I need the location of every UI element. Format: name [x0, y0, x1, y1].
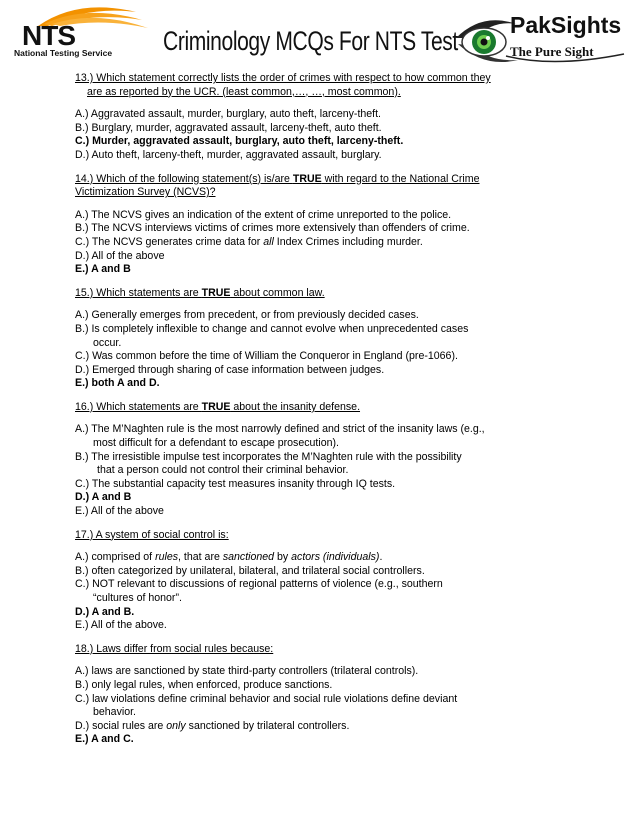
- question-16: [75, 401, 527, 519]
- options-list: [75, 209, 527, 277]
- option-b: B.) Burglary, murder, aggravated assault, larceny-theft, auto theft.: [75, 121, 382, 134]
- option-c: C.) The substantial capacity test measures insanity through IQ tests.: [75, 477, 396, 490]
- option-a: A.) The NCVS gives an indication of the extent of crime unreported to the police.: [75, 208, 452, 221]
- question-stem: 17.) A system of social control is:: [75, 528, 229, 541]
- option-b: B.) Is completely inflexible to change and cannot evolve when unprecedented cases occur.: [75, 322, 469, 349]
- question-stem: 13.) Which statement correctly lists the order of crimes with respect to how common they are as reported by the UCR. (least common,…, …, most common).: [75, 72, 491, 98]
- options-list: [75, 309, 527, 391]
- option-c: C.) Was common before the time of William the Conqueror in England (pre-1066).: [75, 350, 458, 363]
- option-e-correct: E.) A and C.: [75, 733, 134, 746]
- option-b: B.) The NCVS interviews victims of crimes more extensively than offenders of crime.: [75, 222, 470, 235]
- question-13: [75, 72, 527, 163]
- option-d: D.) All of the above: [75, 249, 165, 262]
- question-stem: 14.) Which of the following statement(s) is/are TRUE with regard to the National Crime Victimization Survey (NCVS)?: [75, 172, 480, 199]
- option-c: C.) NOT relevant to discussions of regional patterns of violence (e.g., southern “cultures of honor”.: [75, 578, 443, 604]
- question-17: [75, 529, 527, 633]
- option-c: C.) The NCVS generates crime data for all Index Crimes including murder.: [75, 235, 423, 248]
- option-e-correct: E.) both A and D.: [75, 377, 160, 390]
- question-stem: 15.) Which statements are TRUE about common law.: [75, 286, 325, 299]
- mcq-content: [75, 72, 527, 757]
- option-e-correct: E.) A and B: [75, 263, 131, 276]
- option-d-correct: D.) A and B: [75, 491, 132, 504]
- option-b: B.) The irresistible impulse test incorporates the M’Naghten rule with the possibility that a person could not control their criminal behavior.: [75, 450, 462, 477]
- option-d: D.) Emerged through sharing of case information between judges.: [75, 363, 385, 376]
- question-18: [75, 643, 527, 747]
- option-d: D.) Auto theft, larceny-theft, murder, aggravated assault, burglary.: [75, 148, 382, 161]
- option-c: C.) law violations define criminal behavior and social rule violations define deviant behavior.: [75, 692, 458, 719]
- page-header: [0, 0, 638, 70]
- option-a: A.) Generally emerges from precedent, or from previously decided cases.: [75, 309, 419, 322]
- nts-logo-subtitle: National Testing Service: [14, 48, 113, 58]
- page-title: Criminology MCQs For NTS Test: [163, 26, 458, 56]
- option-d-correct: D.) A and B.: [75, 605, 135, 618]
- question-15: [75, 287, 527, 391]
- option-a: A.) The M’Naghten rule is the most narrowly defined and strict of the insanity laws (e.g., most difficult for a defendant to escape prosecution).: [75, 423, 485, 450]
- question-stem: 18.) Laws differ from social rules because:: [75, 642, 274, 655]
- option-a: A.) comprised of rules, that are sanctioned by actors (individuals).: [75, 551, 383, 564]
- option-b: B.) only legal rules, when enforced, produce sanctions.: [75, 678, 333, 691]
- option-e: E.) All of the above: [75, 505, 164, 518]
- options-list: [75, 551, 527, 633]
- options-list: [75, 108, 527, 162]
- options-list: [75, 665, 527, 747]
- option-c-correct: C.) Murder, aggravated assault, burglary, auto theft, larceny-theft.: [75, 135, 404, 148]
- paksights-logo-text: PakSights: [510, 12, 622, 38]
- question-14: [75, 173, 527, 277]
- option-e: E.) All of the above.: [75, 619, 167, 632]
- nts-logo-text: NTS: [22, 20, 75, 51]
- question-stem: 16.) Which statements are TRUE about the insanity defense.: [75, 400, 361, 413]
- option-a: A.) laws are sanctioned by state third-party controllers (trilateral controls).: [75, 665, 419, 678]
- options-list: [75, 423, 527, 518]
- option-d: D.) social rules are only sanctioned by trilateral controllers.: [75, 719, 350, 732]
- option-a: A.) Aggravated assault, murder, burglary, auto theft, larceny-theft.: [75, 108, 382, 121]
- option-b: B.) often categorized by unilateral, bilateral, and trilateral social controllers.: [75, 564, 425, 577]
- paksights-tagline: The Pure Sight: [510, 44, 594, 59]
